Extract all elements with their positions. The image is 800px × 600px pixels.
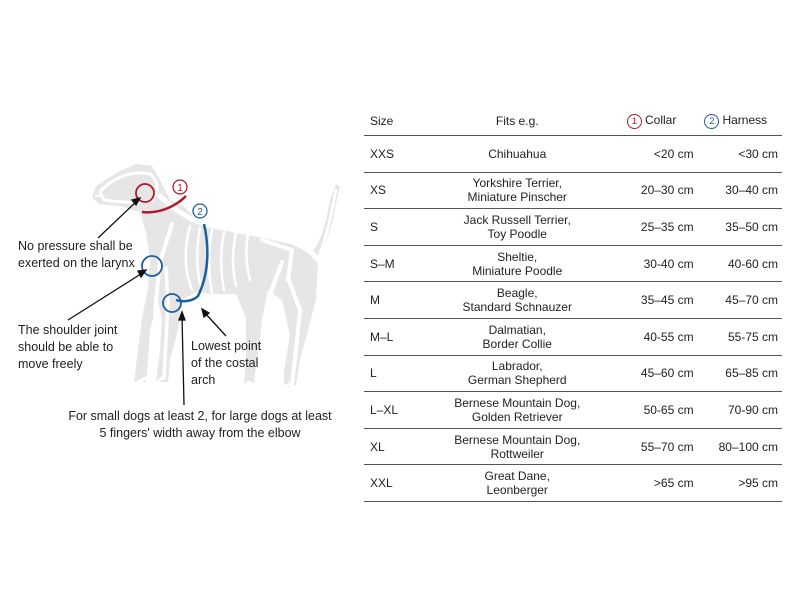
harness-number-badge: 2 bbox=[704, 114, 719, 129]
header-collar-label: Collar bbox=[644, 113, 677, 128]
header-harness-label: Harness bbox=[722, 113, 768, 128]
fits-line: Sheltie, bbox=[497, 249, 538, 264]
fits-line: Leonberger bbox=[486, 483, 548, 498]
table-row bbox=[364, 392, 782, 429]
harness-marker-label: 2 bbox=[197, 207, 203, 218]
costal-note-line: arch bbox=[191, 373, 216, 387]
fits-line: Bernese Mountain Dog, bbox=[454, 432, 581, 447]
table-row bbox=[364, 318, 782, 355]
fits-line: Golden Retriever bbox=[471, 409, 563, 424]
fits-cell bbox=[425, 465, 610, 502]
harness-cell: 30–40 cm bbox=[725, 183, 778, 198]
fits-line: Miniature Pinscher bbox=[467, 190, 567, 205]
shoulder-note bbox=[18, 322, 117, 373]
fits-line: German Shepherd bbox=[467, 373, 567, 388]
fits-line: Chihuahua bbox=[488, 146, 547, 161]
fits-line: Rottweiler bbox=[490, 446, 544, 461]
collar-cell: >65 cm bbox=[653, 476, 694, 491]
collar-cell: 30-40 cm bbox=[643, 256, 694, 271]
harness-cell: 40-60 cm bbox=[727, 256, 778, 271]
table-header-row bbox=[364, 107, 782, 136]
fits-line: Jack Russell Terrier, bbox=[463, 212, 571, 227]
size-cell: XS bbox=[370, 183, 387, 198]
size-cell: L–XL bbox=[370, 402, 399, 417]
table-row bbox=[364, 428, 782, 465]
collar-marker-label: 1 bbox=[177, 183, 183, 194]
collar-cell: 50-65 cm bbox=[643, 402, 694, 417]
fits-line: Yorkshire Terrier, bbox=[472, 176, 562, 191]
harness-cell: <30 cm bbox=[738, 146, 778, 161]
table-row bbox=[364, 282, 782, 319]
fits-line: Border Collie bbox=[482, 336, 552, 351]
fits-line: Standard Schnauzer bbox=[462, 300, 572, 315]
size-cell: M–L bbox=[370, 329, 394, 344]
fits-cell bbox=[425, 136, 610, 173]
harness-cell: 55-75 cm bbox=[727, 329, 778, 344]
costal-note-line: of the costal bbox=[191, 356, 259, 370]
size-cell: S–M bbox=[370, 256, 395, 271]
collar-cell: 45–60 cm bbox=[640, 366, 694, 381]
harness-cell: 80–100 cm bbox=[718, 439, 778, 454]
costal-note-line: Lowest point bbox=[191, 339, 262, 353]
collar-cell: 40-55 cm bbox=[643, 329, 694, 344]
collar-cell: 35–45 cm bbox=[640, 293, 694, 308]
fits-line: Beagle, bbox=[496, 286, 538, 301]
table-row bbox=[364, 209, 782, 246]
header-fits: Fits e.g. bbox=[425, 107, 610, 136]
fits-cell bbox=[425, 172, 610, 209]
costal-arch-note bbox=[191, 338, 261, 389]
collar-cell: 55–70 cm bbox=[640, 439, 694, 454]
elbow-note-line: For small dogs at least 2, for large dogs at least bbox=[68, 409, 332, 423]
size-cell: M bbox=[370, 293, 380, 308]
size-cell: L bbox=[370, 366, 377, 381]
collar-cell: <20 cm bbox=[653, 146, 694, 161]
fits-cell bbox=[425, 282, 610, 319]
harness-cell: 45–70 cm bbox=[725, 293, 778, 308]
header-collar bbox=[610, 107, 694, 136]
table-body bbox=[364, 136, 782, 502]
harness-cell: 65–85 cm bbox=[725, 366, 778, 381]
table-row bbox=[364, 245, 782, 282]
fits-line: Dalmatian, bbox=[488, 322, 546, 337]
size-cell: XXL bbox=[370, 476, 393, 491]
larynx-note-line: No pressure shall be bbox=[18, 239, 133, 253]
collar-number-badge: 1 bbox=[627, 114, 642, 129]
fits-cell bbox=[425, 428, 610, 465]
fits-cell bbox=[425, 392, 610, 429]
shoulder-note-line: move freely bbox=[18, 357, 83, 371]
table-row bbox=[364, 355, 782, 392]
fits-cell bbox=[425, 318, 610, 355]
fits-line: Labrador, bbox=[491, 359, 543, 374]
shoulder-note-line: The shoulder joint bbox=[18, 323, 118, 337]
fits-line: Great Dane, bbox=[484, 469, 550, 484]
size-table bbox=[364, 107, 782, 502]
table-row bbox=[364, 136, 782, 173]
harness-cell: 70-90 cm bbox=[727, 402, 778, 417]
harness-cell: >95 cm bbox=[738, 476, 778, 491]
header-size: Size bbox=[364, 107, 425, 136]
larynx-note-line: exerted on the larynx bbox=[18, 256, 135, 270]
fits-cell bbox=[425, 209, 610, 246]
fits-cell bbox=[425, 245, 610, 282]
collar-cell: 25–35 cm bbox=[640, 219, 694, 234]
shoulder-note-line: should be able to bbox=[18, 340, 114, 354]
dog-skeleton-figure bbox=[0, 0, 360, 600]
size-cell: XXS bbox=[370, 146, 395, 161]
fits-line: Toy Poodle bbox=[487, 226, 547, 241]
larynx-note bbox=[18, 238, 135, 272]
table-row bbox=[364, 465, 782, 502]
elbow-note bbox=[50, 408, 350, 442]
fits-line: Bernese Mountain Dog, bbox=[454, 395, 581, 410]
collar-cell: 20–30 cm bbox=[640, 183, 694, 198]
size-cell: XL bbox=[370, 439, 385, 454]
harness-cell: 35–50 cm bbox=[725, 219, 778, 234]
elbow-note-line: 5 fingers' width away from the elbow bbox=[99, 426, 301, 440]
table-row bbox=[364, 172, 782, 209]
header-harness bbox=[694, 107, 782, 136]
fits-line: Miniature Poodle bbox=[472, 263, 563, 278]
fits-cell bbox=[425, 355, 610, 392]
size-cell: S bbox=[370, 219, 379, 234]
